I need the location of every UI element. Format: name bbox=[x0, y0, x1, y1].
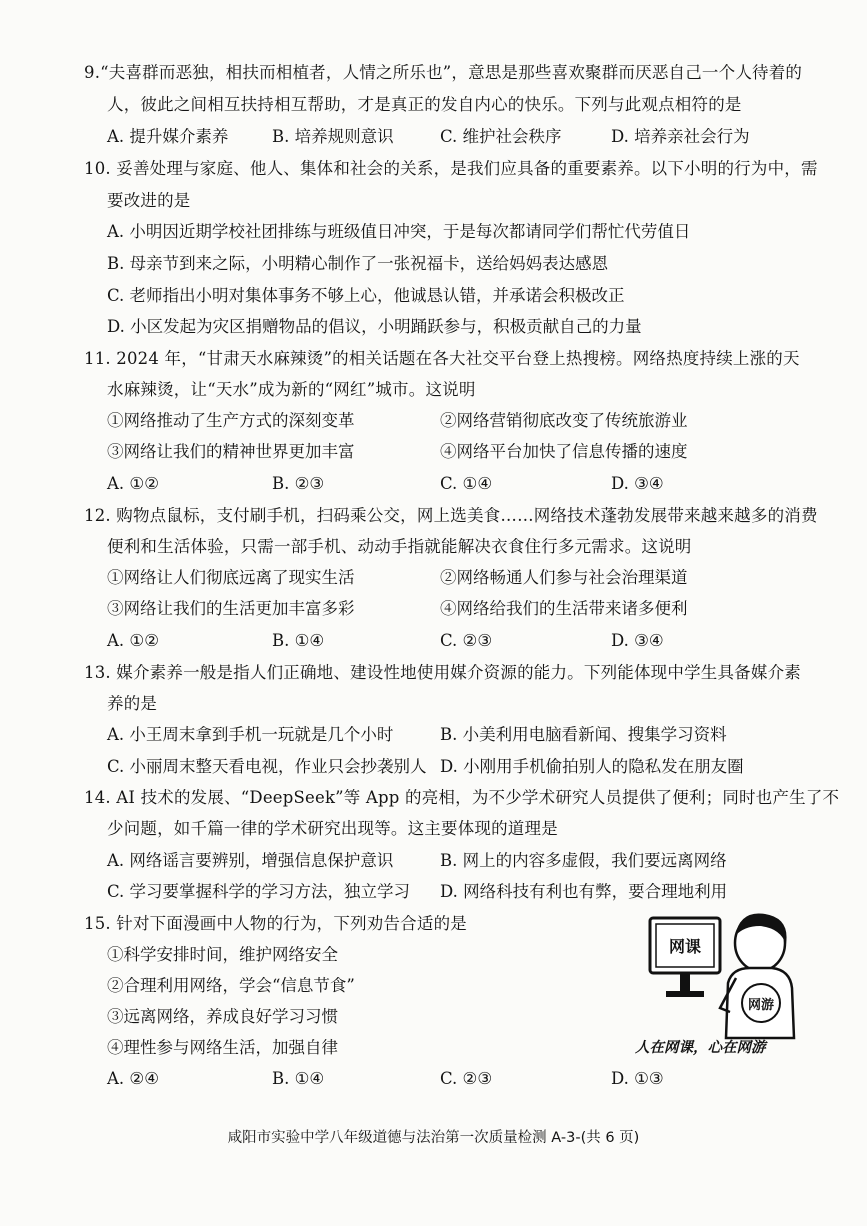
q9-stem-line2: 人，彼此之间相互扶持相互帮助，才是真正的发自内心的快乐。下列与此观点相符的是 bbox=[107, 95, 742, 114]
q13-option-b: B. 小美利用电脑看新闻、搜集学习资料 bbox=[440, 725, 727, 744]
q12-statement-3: ③网络让我们的生活更加丰富多彩 bbox=[107, 599, 355, 618]
q11-option-c: C. ①④ bbox=[440, 474, 493, 493]
q15-option-b: B. ①④ bbox=[272, 1069, 325, 1088]
q11-option-d: D. ③④ bbox=[611, 474, 664, 493]
q12-statement-4: ④网络给我们的生活带来诸多便利 bbox=[440, 599, 688, 618]
q9-option-b: B. 培养规则意识 bbox=[272, 127, 394, 146]
q15-option-a: A. ②④ bbox=[107, 1069, 159, 1088]
q15-statement-2: ②合理利用网络，学会“信息节食” bbox=[107, 976, 355, 995]
q9-option-a: A. 提升媒介素养 bbox=[107, 127, 229, 146]
q12-statement-2: ②网络畅通人们参与社会治理渠道 bbox=[440, 568, 688, 587]
q10-option-d: D. 小区发起为灾区捐赠物品的倡议，小明踊跃参与，积极贡献自己的力量 bbox=[107, 317, 642, 336]
monitor-neck bbox=[680, 973, 690, 991]
q11-statement-3: ③网络让我们的精神世界更加丰富 bbox=[107, 442, 355, 461]
q12-option-a: A. ①② bbox=[107, 631, 159, 650]
screen-text: 网课 bbox=[668, 937, 702, 956]
q10-option-b: B. 母亲节到来之际，小明精心制作了一张祝福卡，送给妈妈表达感恩 bbox=[107, 254, 609, 273]
q12-stem-line1: 12. 购物点鼠标，支付刷手机，扫码乘公交，网上选美食……网络技术蓬勃发展带来越来越多的消费 bbox=[84, 506, 818, 525]
q15-option-d: D. ①③ bbox=[611, 1069, 664, 1088]
q15-statement-3: ③远离网络，养成良好学习习惯 bbox=[107, 1007, 338, 1026]
q15-cartoon bbox=[640, 908, 800, 1058]
monitor-base bbox=[666, 991, 704, 997]
q11-option-a: A. ①② bbox=[107, 474, 159, 493]
q14-stem-line2: 少问题，如千篇一律的学术研究出现等。这主要体现的道理是 bbox=[107, 819, 558, 838]
q9-option-c: C. 维护社会秩序 bbox=[440, 127, 562, 146]
cartoon-caption: 人在网课，心在网游 bbox=[635, 1039, 766, 1056]
q15-stem-line1: 15. 针对下面漫画中人物的行为，下列劝告合适的是 bbox=[84, 914, 467, 933]
q13-option-c: C. 小丽周末整天看电视，作业只会抄袭别人 bbox=[107, 757, 427, 776]
q13-option-d: D. 小刚用手机偷拍别人的隐私发在朋友圈 bbox=[440, 757, 744, 776]
q14-stem-line1: 14. AI 技术的发展、“DeepSeek”等 App 的亮相，为不少学术研究人员提供了便利；同时也产生了不 bbox=[84, 788, 840, 807]
q10-stem-line1: 10. 妥善处理与家庭、他人、集体和社会的关系，是我们应具备的重要素养。以下小明的行为中，需 bbox=[84, 159, 818, 178]
q14-option-d: D. 网络科技有利也有弊，要合理地利用 bbox=[440, 882, 728, 901]
q12-statement-1: ①网络让人们彻底远离了现实生活 bbox=[107, 568, 355, 587]
q10-option-a: A. 小明因近期学校社团排练与班级值日冲突，于是每次都请同学们帮忙代劳值日 bbox=[107, 222, 691, 241]
q11-statement-4: ④网络平台加快了信息传播的速度 bbox=[440, 442, 688, 461]
shirt-text: 网游 bbox=[747, 998, 775, 1013]
q14-option-a: A. 网络谣言要辨别，增强信息保护意识 bbox=[107, 851, 394, 870]
q14-option-c: C. 学习要掌握科学的学习方法，独立学习 bbox=[107, 882, 411, 901]
q12-stem-line2: 便利和生活体验，只需一部手机、动动手指就能解决衣食住行多元需求。这说明 bbox=[107, 537, 692, 556]
q12-option-b: B. ①④ bbox=[272, 631, 325, 650]
q9-option-d: D. 培养亲社会行为 bbox=[611, 127, 750, 146]
page-footer: 咸阳市实验中学八年级道德与法治第一次质量检测 A-3-(共 6 页) bbox=[227, 1130, 640, 1146]
q12-option-d: D. ③④ bbox=[611, 631, 664, 650]
q13-stem-line2: 养的是 bbox=[107, 694, 158, 713]
q14-option-b: B. 网上的内容多虚假，我们要远离网络 bbox=[440, 851, 727, 870]
q11-stem-line1: 11. 2024 年，“甘肃天水麻辣烫”的相关话题在各大社交平台登上热搜榜。网络热度持续上涨的天 bbox=[84, 349, 800, 368]
q11-stem-line2: 水麻辣烫，让“天水”成为新的“网红”城市。这说明 bbox=[107, 380, 476, 399]
q13-option-a: A. 小王周末拿到手机一玩就是几个小时 bbox=[107, 725, 394, 744]
q11-statement-1: ①网络推动了生产方式的深刻变革 bbox=[107, 411, 355, 430]
q13-stem-line1: 13. 媒介素养一般是指人们正确地、建设性地使用媒介资源的能力。下列能体现中学生具备媒介素 bbox=[84, 663, 801, 682]
q9-stem-line1: 9.“夫喜群而恶独，相扶而相植者，人情之所乐也”，意思是那些喜欢聚群而厌恶自己一个人待着的 bbox=[84, 63, 803, 82]
q11-statement-2: ②网络营销彻底改变了传统旅游业 bbox=[440, 411, 688, 430]
q12-option-c: C. ②③ bbox=[440, 631, 493, 650]
cartoon-drawing bbox=[640, 908, 800, 1058]
q11-option-b: B. ②③ bbox=[272, 474, 325, 493]
q15-statement-1: ①科学安排时间，维护网络安全 bbox=[107, 945, 338, 964]
q15-statement-4: ④理性参与网络生活，加强自律 bbox=[107, 1038, 338, 1057]
q10-option-c: C. 老师指出小明对集体事务不够上心，他诚恳认错，并承诺会积极改正 bbox=[107, 286, 625, 305]
q10-stem-line2: 要改进的是 bbox=[107, 191, 191, 210]
q15-option-c: C. ②③ bbox=[440, 1069, 493, 1088]
